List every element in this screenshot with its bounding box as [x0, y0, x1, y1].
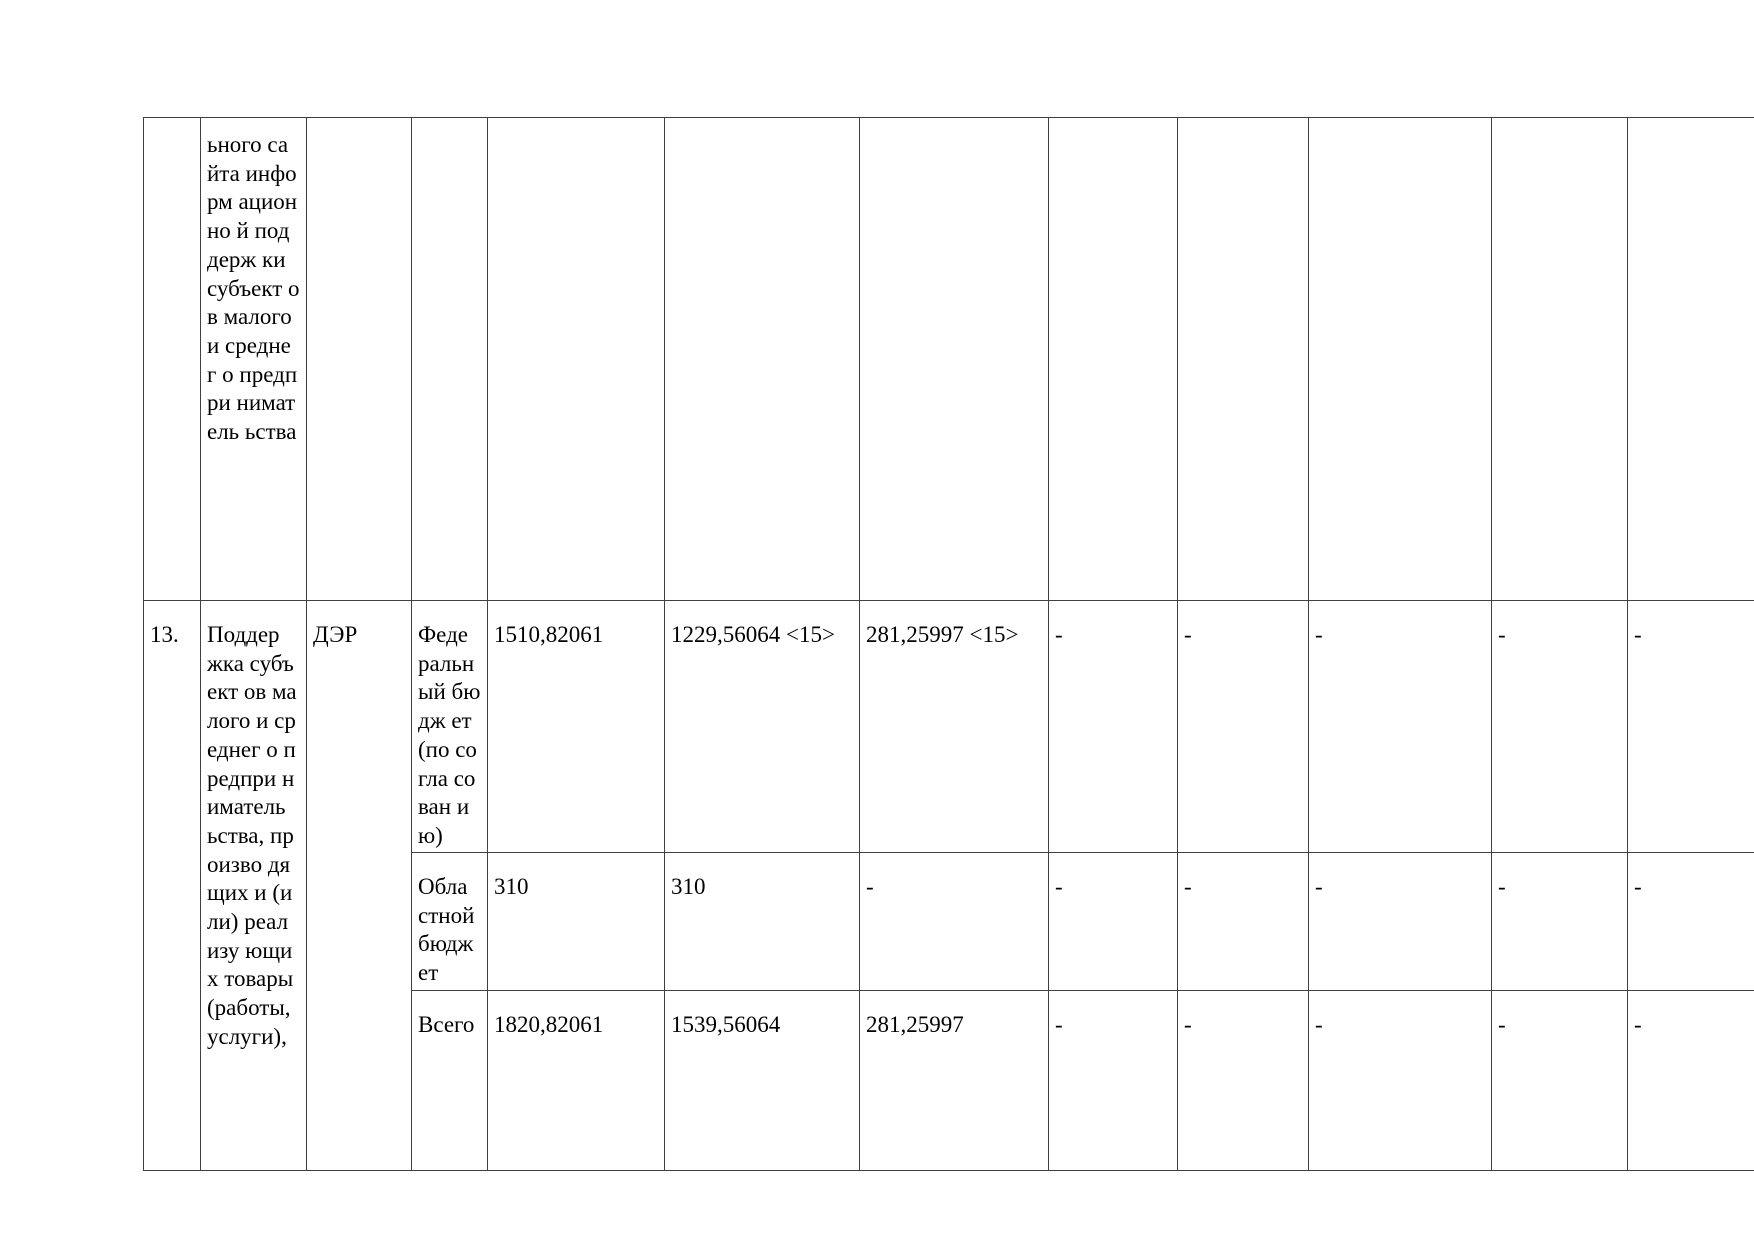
cell-col-d [1178, 118, 1309, 601]
cell-col-c: - [1049, 601, 1178, 853]
cell-item-number: 13. [144, 601, 201, 1171]
cell-col-b [860, 118, 1049, 601]
cell-col-c: - [1049, 991, 1178, 1171]
table-row-federal-budget [144, 601, 1754, 853]
cell-total: 310 [488, 853, 665, 991]
cell-col-d: - [1178, 991, 1309, 1171]
cell-col-f: - [1492, 853, 1628, 991]
cell-measure-name: Поддер жка субъект ов малого и среднег о предпри ниматель ьства, произво дящих и (или) реализу ющих товары (работы, услуги), [201, 601, 307, 1171]
cell-col-f [1492, 118, 1628, 601]
cell-col-c [1049, 118, 1178, 601]
cell-col-g: - [1628, 601, 1754, 853]
budget-table [143, 117, 1754, 1171]
cell-col-g: - [1628, 991, 1754, 1171]
cell-source: Феде ральн ый бюдж ет (по согла сован ию) [412, 601, 488, 853]
cell-total [488, 118, 665, 601]
cell-col-f: - [1492, 991, 1628, 1171]
cell-col-a: 1229,56064 <15> [665, 601, 860, 853]
cell-source: Всего [412, 991, 488, 1171]
cell-col-a: 310 [665, 853, 860, 991]
cell-col-b: - [860, 853, 1049, 991]
cell-col-e [1309, 118, 1492, 601]
cell-col-d: - [1178, 601, 1309, 853]
cell-col-c: - [1049, 853, 1178, 991]
cell-col-d: - [1178, 853, 1309, 991]
cell-col-g [1628, 118, 1754, 601]
cell-col-a: 1539,56064 [665, 991, 860, 1171]
cell-col-b: 281,25997 [860, 991, 1049, 1171]
cell-total: 1820,82061 [488, 991, 665, 1171]
cell-col-g: - [1628, 853, 1754, 991]
cell-executor [307, 118, 412, 601]
cell-source: Обла стной бюдж ет [412, 853, 488, 991]
cell-col-e: - [1309, 601, 1492, 853]
cell-total: 1510,82061 [488, 601, 665, 853]
cell-col-f: - [1492, 601, 1628, 853]
cell-col-a [665, 118, 860, 601]
cell-executor: ДЭР [307, 601, 412, 1171]
cell-col-e: - [1309, 991, 1492, 1171]
cell-number [144, 118, 201, 601]
cell-measure-name-continuation: ьного сайта информ ационно й поддерж ки субъект ов малого и среднег о предпри ниматель ьства [201, 118, 307, 601]
table-row-continuation [144, 118, 1754, 601]
cell-col-b: 281,25997 <15> [860, 601, 1049, 853]
cell-source [412, 118, 488, 601]
cell-col-e: - [1309, 853, 1492, 991]
